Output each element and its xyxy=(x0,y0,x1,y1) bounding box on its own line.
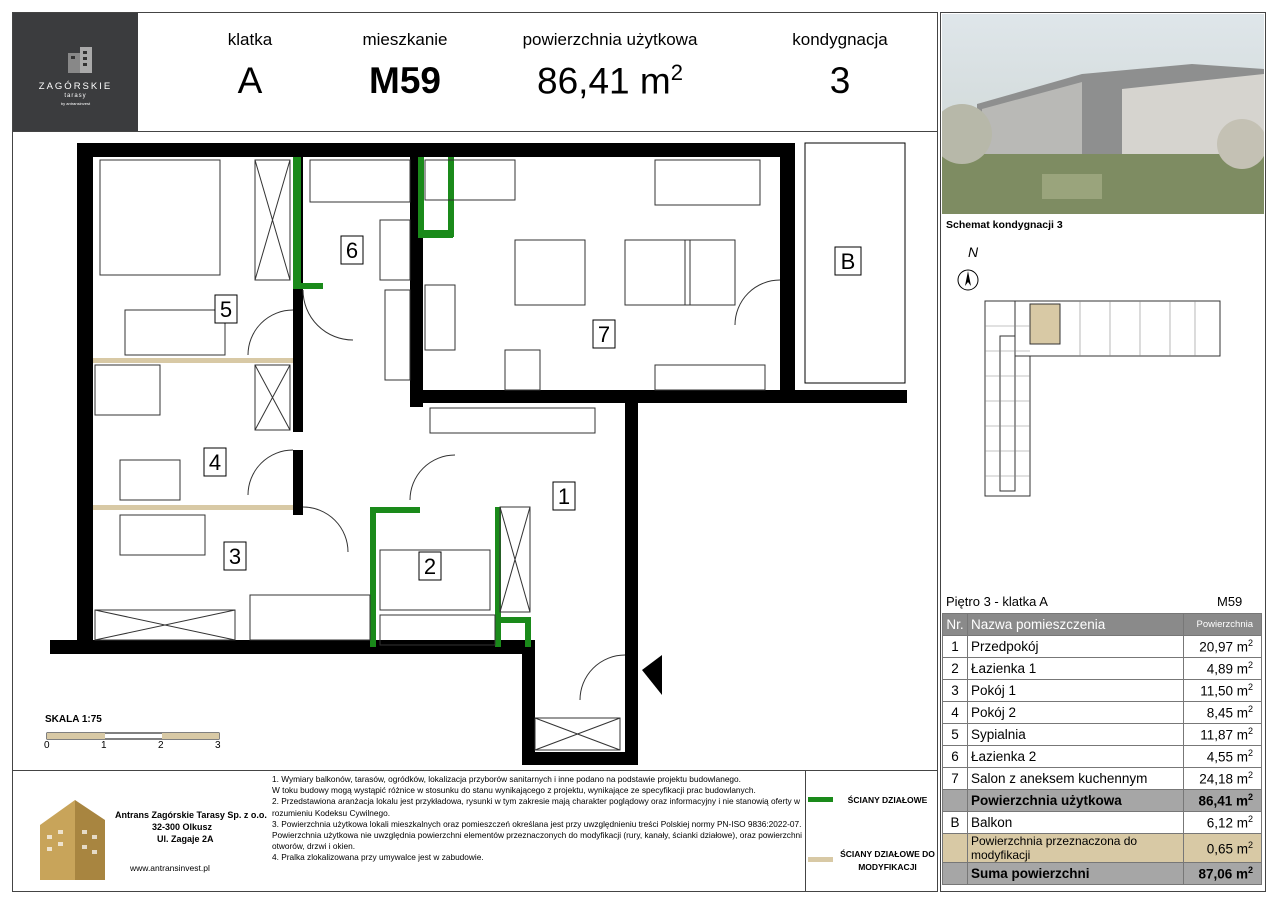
total-row xyxy=(943,863,1262,885)
usable-name: Powierzchnia użytkowa xyxy=(968,790,1184,812)
scale-tick-3: 3 xyxy=(215,740,221,751)
row-name: Łazienka 2 xyxy=(968,746,1184,768)
row-area xyxy=(1184,636,1262,658)
table-row xyxy=(943,724,1262,746)
head-area: Powierzchnia xyxy=(1184,614,1262,636)
total-area-value: 87,06 m xyxy=(1198,866,1248,882)
row-area xyxy=(1184,724,1262,746)
floor-plan xyxy=(30,140,920,770)
legend-green-label: ŚCIANY DZIAŁOWE xyxy=(847,795,928,805)
modify-name: Powierzchnia przeznaczona do modyfikacji xyxy=(968,834,1184,863)
value-stair: A xyxy=(237,60,263,101)
row-area-sup: 2 xyxy=(1247,682,1253,693)
label-area: powierzchnia użytkowa xyxy=(522,30,698,49)
row-nr: 3 xyxy=(943,680,968,702)
scale-label: SKALA 1:75 xyxy=(45,714,102,725)
row-area-sup: 2 xyxy=(1247,704,1253,715)
schema-title: Schemat kondygnacji 3 xyxy=(946,219,1063,231)
row-area-value: 11,87 m xyxy=(1200,727,1248,743)
room-label-1: 1 xyxy=(557,484,571,509)
scale-bar xyxy=(45,730,225,742)
head-nr: Nr. xyxy=(943,614,968,636)
company-street: Ul. Zagaje 2A xyxy=(157,834,214,844)
value-area-sup: 2 xyxy=(670,60,683,85)
building-rendering xyxy=(942,14,1264,214)
table-flat: M59 xyxy=(1217,594,1243,609)
table-row xyxy=(943,746,1262,768)
row-area-sup: 2 xyxy=(1247,726,1253,737)
note-line: 2. Przedstawiona aranżacja lokalu jest przykładowa, rysunki w tym zakresie mają charakter poglądowy oraz informacyjny i nie stanowią oferty w rozumieniu Kodeksu Cywilnego. xyxy=(272,796,801,818)
brand-tag: by antransinvest xyxy=(60,101,91,106)
rooms-table xyxy=(942,613,1262,885)
room-label-5: 5 xyxy=(219,297,233,322)
note-line: W toku budowy mogą wystąpić różnice w stosunku do stanu wynikającego z projektu, wynikające ze specyfikacji prac budowlanych. xyxy=(272,785,756,796)
label-floor: kondygnacja xyxy=(792,30,888,49)
usable-area-sup: 2 xyxy=(1247,792,1253,803)
row-name: Pokój 1 xyxy=(968,680,1184,702)
row-name: Salon z aneksem kuchennym xyxy=(968,768,1184,790)
row-area-sup: 2 xyxy=(1247,748,1253,759)
brand-mark-icon xyxy=(13,13,138,131)
row-name: Sypialnia xyxy=(968,724,1184,746)
modify-area-value: 0,65 m xyxy=(1206,841,1248,857)
row-name: Łazienka 1 xyxy=(968,658,1184,680)
label-stair: klatka xyxy=(227,30,273,49)
row-area xyxy=(1184,746,1262,768)
row-area-sup: 2 xyxy=(1247,638,1253,649)
usable-area-row xyxy=(943,790,1262,812)
label-flat: mieszkanie xyxy=(362,30,448,49)
head-name: Nazwa pomieszczenia xyxy=(968,614,1184,636)
row-area xyxy=(1184,680,1262,702)
room-label-7: 7 xyxy=(597,322,611,347)
brand-name: ZAGÓRSKIE xyxy=(38,81,113,92)
value-floor: 3 xyxy=(829,60,851,101)
row-area xyxy=(1184,702,1262,724)
north-label: N xyxy=(968,244,979,260)
usable-area xyxy=(1184,790,1262,812)
table-row xyxy=(943,768,1262,790)
room-label-2: 2 xyxy=(423,554,437,579)
legend-beige-swatch xyxy=(808,857,833,862)
modify-area xyxy=(1184,834,1262,863)
room-label-3: 3 xyxy=(228,544,242,569)
company-city: 32-300 Olkusz xyxy=(152,822,213,832)
scale-tick-1: 1 xyxy=(101,740,107,751)
modify-area-sup: 2 xyxy=(1247,839,1253,850)
balcony-row xyxy=(943,812,1262,834)
note-line: 1. Wymiary balkonów, tarasów, ogródków, lokalizacja przyborów sanitarnych i inne podano na podstawie projektu budowlanego. xyxy=(272,774,741,784)
entrance-arrow-icon xyxy=(642,655,662,695)
table-row xyxy=(943,680,1262,702)
room-label-6: 6 xyxy=(345,238,359,263)
compass-icon xyxy=(956,268,980,292)
legend-divider xyxy=(805,770,806,892)
row-area-sup: 2 xyxy=(1247,770,1253,781)
row-area xyxy=(1184,658,1262,680)
value-area-wrap xyxy=(510,60,710,102)
value-area: 86,41 m xyxy=(537,60,671,102)
table-row xyxy=(943,702,1262,724)
total-nr xyxy=(943,863,968,885)
row-area-sup: 2 xyxy=(1247,660,1253,671)
legend-beige-label: ŚCIANY DZIAŁOWE DO MODYFIKACJI xyxy=(840,849,935,872)
table-head-row xyxy=(943,614,1262,636)
row-nr: 5 xyxy=(943,724,968,746)
row-nr: 4 xyxy=(943,702,968,724)
room-label-b: B xyxy=(840,249,856,274)
scale-tick-2: 2 xyxy=(158,740,164,751)
company-logo-icon xyxy=(30,785,115,885)
legend-green-swatch xyxy=(808,797,833,802)
value-flat: M59 xyxy=(369,60,441,101)
total-area xyxy=(1184,863,1262,885)
row-nr: 6 xyxy=(943,746,968,768)
balcony-area xyxy=(1184,812,1262,834)
room-label-4: 4 xyxy=(208,450,222,475)
balcony-area-value: 6,12 m xyxy=(1206,815,1248,831)
row-area xyxy=(1184,768,1262,790)
usable-nr xyxy=(943,790,968,812)
row-area-value: 4,55 m xyxy=(1206,749,1248,765)
note-line: 4. Pralka zlokalizowana przy umywalce jest w zabudowie. xyxy=(272,852,484,863)
row-area-value: 4,89 m xyxy=(1206,661,1248,677)
balcony-area-sup: 2 xyxy=(1247,814,1253,825)
row-nr: 2 xyxy=(943,658,968,680)
floor-schema xyxy=(980,296,1225,501)
company-website[interactable]: www.antransinvest.pl xyxy=(130,863,210,873)
row-nr: 7 xyxy=(943,768,968,790)
total-area-sup: 2 xyxy=(1247,865,1253,876)
company-name: Antrans Zagórskie Tarasy Sp. z o.o. xyxy=(115,810,267,820)
table-title: Piętro 3 - klatka A xyxy=(946,594,1048,609)
row-area-value: 24,18 m xyxy=(1199,771,1248,787)
table-row xyxy=(943,636,1262,658)
brand-logo xyxy=(13,13,138,131)
balcony-nr: B xyxy=(943,812,968,834)
scale-tick-0: 0 xyxy=(44,740,50,751)
row-area-value: 11,50 m xyxy=(1200,683,1248,699)
modify-row xyxy=(943,834,1262,863)
row-area-value: 20,97 m xyxy=(1199,639,1248,655)
total-name: Suma powierzchni xyxy=(968,863,1184,885)
footer-notes xyxy=(272,774,802,864)
row-name: Przedpokój xyxy=(968,636,1184,658)
modify-nr xyxy=(943,834,968,863)
brand-sub: tarasy xyxy=(64,93,87,99)
note-line: 3. Powierzchnia użytkowa lokali mieszkalnych oraz pomieszczeń określana jest przy uwzględnieniu treści Polskiej normy PN-ISO 9836:2022-07. Powierzchnia użytkowa nie uwzględnia powierzchni elementów przeznaczonych do modyfikacji (rury, kanały, ścianki działowe), oraz powierzchni otworów, drzwi i okien. xyxy=(272,818,803,852)
table-row xyxy=(943,658,1262,680)
usable-area-value: 86,41 m xyxy=(1198,793,1248,809)
row-name: Pokój 2 xyxy=(968,702,1184,724)
row-nr: 1 xyxy=(943,636,968,658)
balcony-name: Balkon xyxy=(968,812,1184,834)
row-area-value: 8,45 m xyxy=(1206,705,1248,721)
